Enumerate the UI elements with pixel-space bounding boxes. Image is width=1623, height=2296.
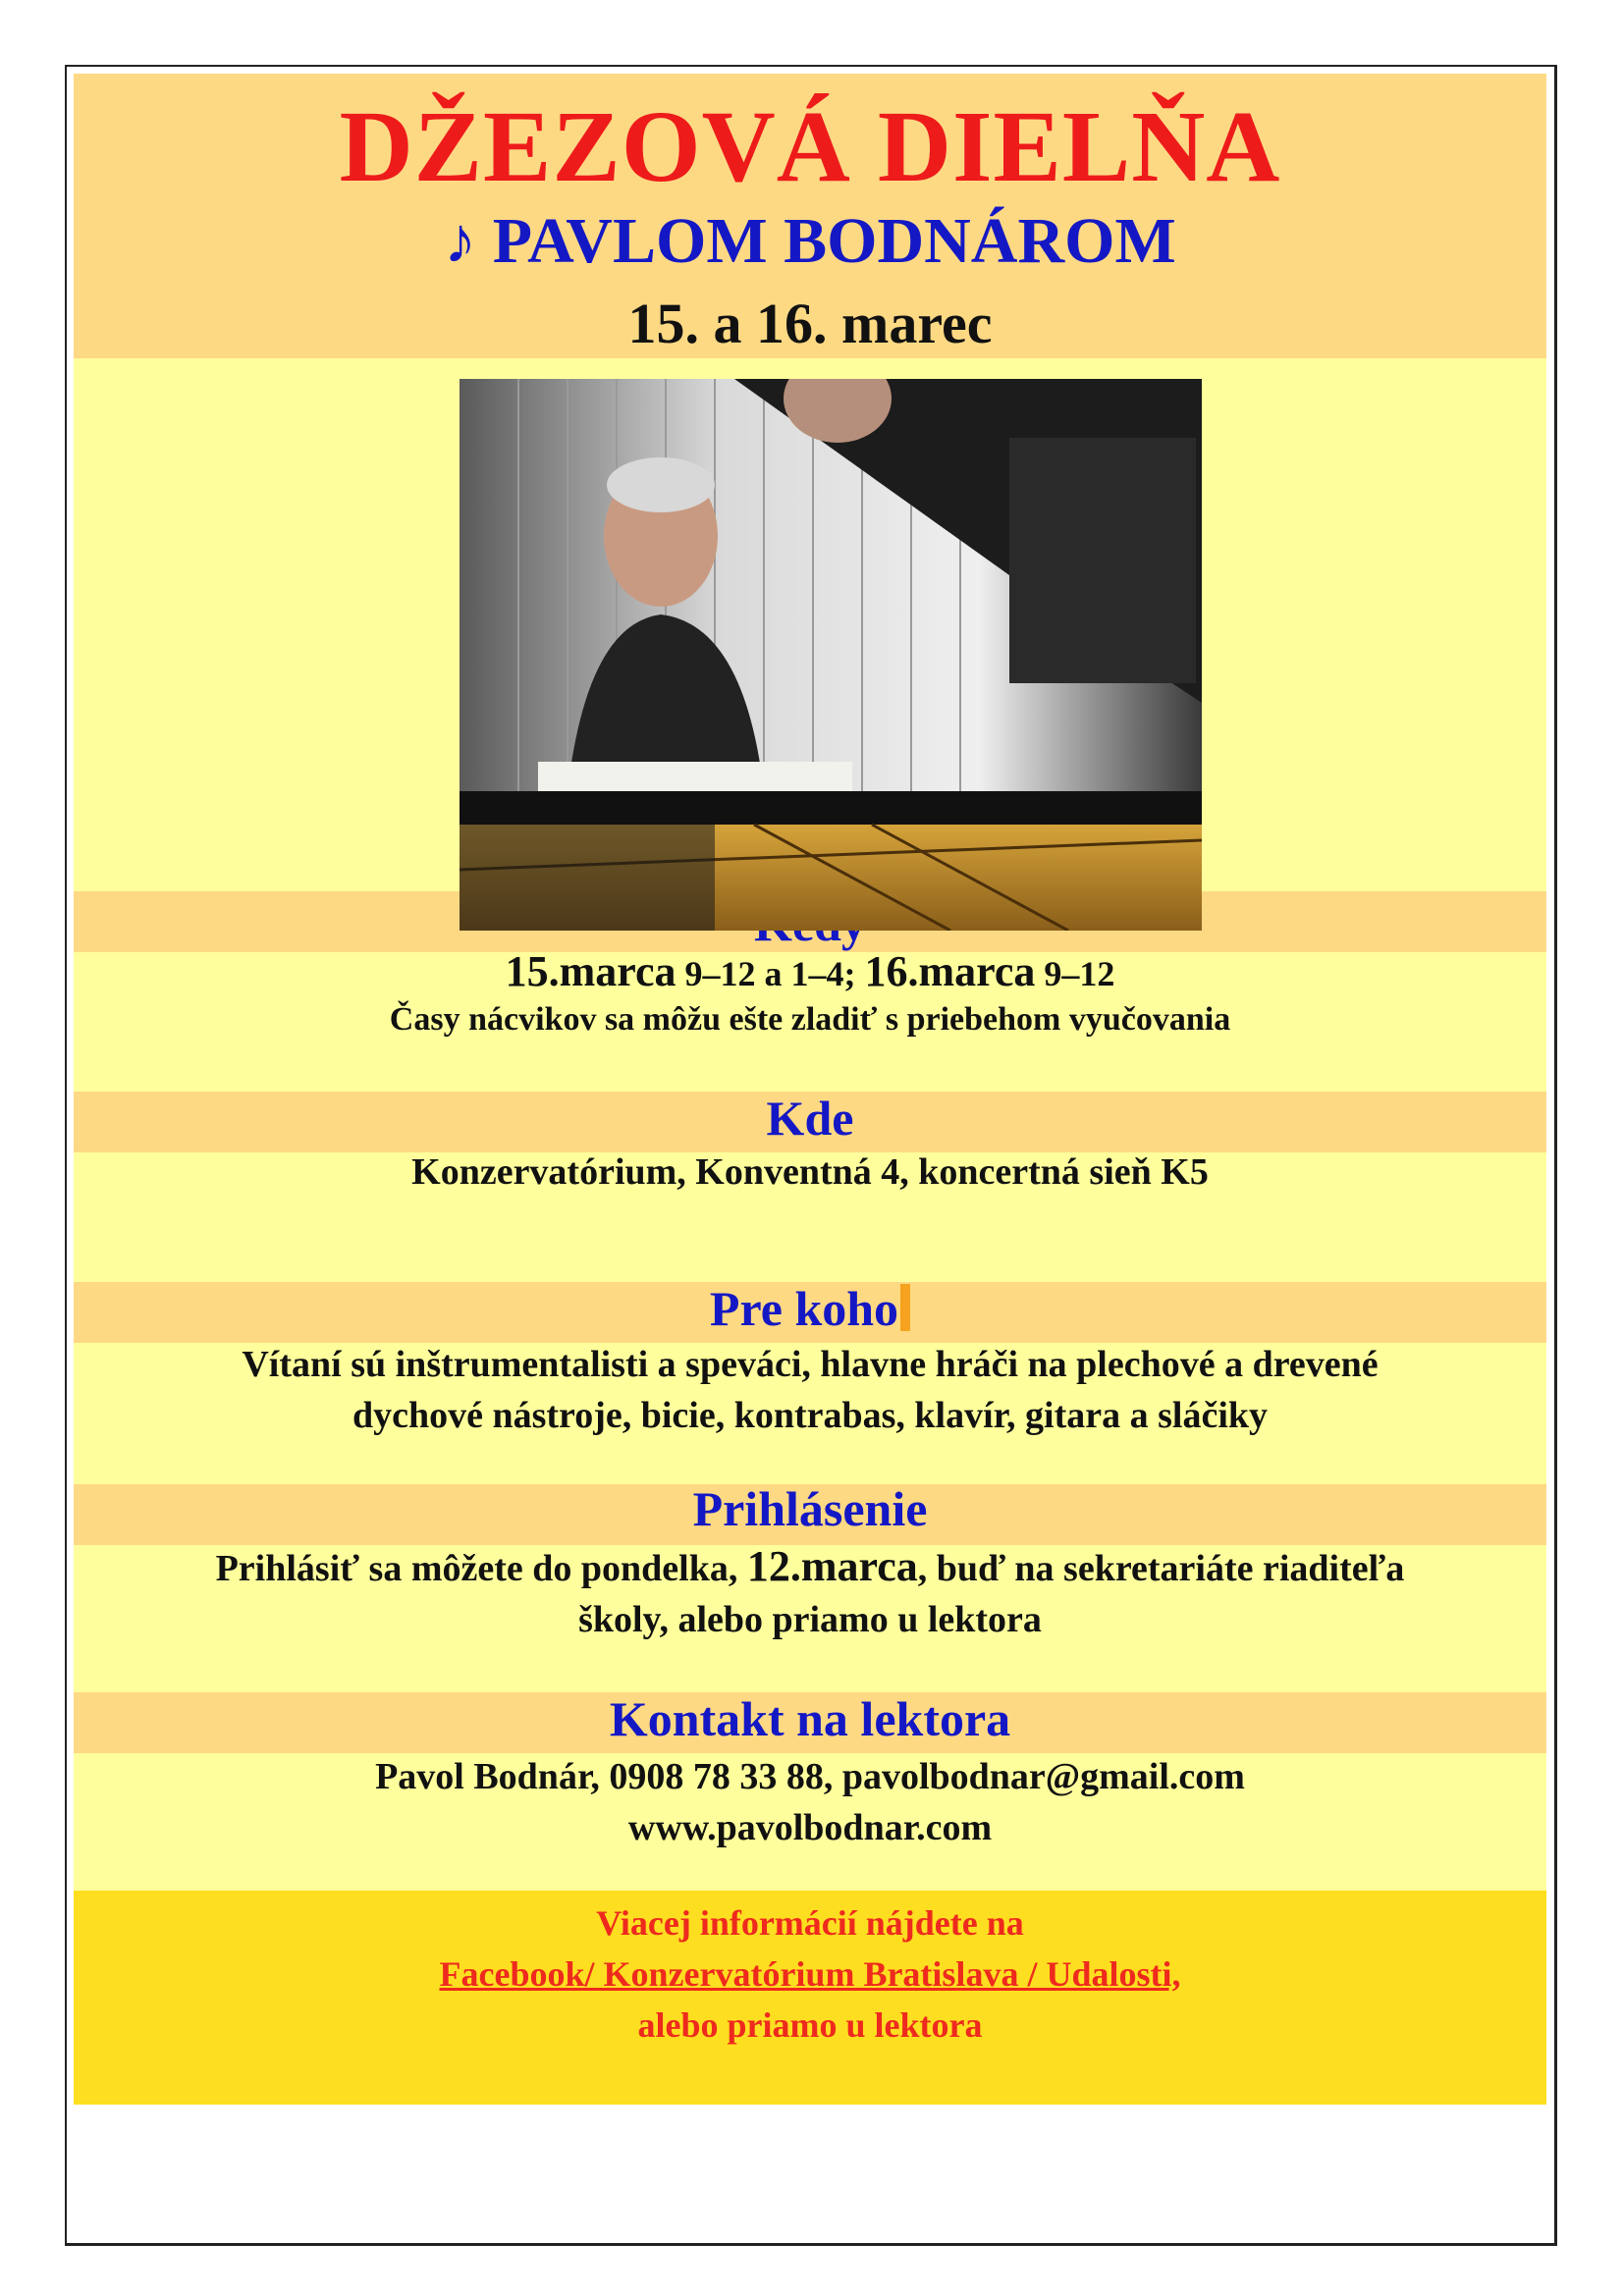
day2-date: 16.marca <box>864 947 1036 995</box>
prihlasenie-line2: školy, alebo priamo u lektora <box>578 1599 1042 1640</box>
day1-time: 9–12 a 1–4; <box>676 954 865 993</box>
pre-koho-label: Pre koho <box>709 1281 899 1336</box>
day2-time: 9–12 <box>1035 954 1115 993</box>
kontakt-website[interactable]: www.pavolbodnar.com <box>627 1807 993 1848</box>
facebook-link[interactable]: Facebook/ Konzervatórium Bratislava / Udalosti, <box>439 1954 1181 1994</box>
prihlasenie-line1-a: Prihlásiť sa môžete do pondelka, <box>215 1548 747 1589</box>
pianist-photo-graphic <box>460 379 1202 931</box>
pre-koho-line2: dychové nástroje, bicie, kontrabas, klavír, gitara a sláčiky <box>352 1395 1269 1436</box>
page-title: DŽEZOVÁ DIELŇA <box>339 90 1281 203</box>
kontakt-line1: Pavol Bodnár, 0908 78 33 88, pavolbodnar@gmail.com <box>375 1756 1245 1797</box>
subtitle <box>74 204 1546 279</box>
prihlasenie-deadline: 12.marca <box>746 1542 918 1590</box>
subtitle-text: PAVLOM BODNÁROM <box>492 205 1176 277</box>
pre-koho-line1: Vítaní sú inštrumentalisti a speváci, hlavne hráči na plechové a drevené <box>242 1344 1379 1385</box>
event-date: 15. a 16. marec <box>627 292 993 355</box>
prihlasenie-line1 <box>74 1541 1546 1594</box>
pianist-photo <box>460 379 1202 931</box>
day1-date: 15.marca <box>505 947 676 995</box>
pre-koho-heading <box>74 1280 1546 1337</box>
text-cursor-icon <box>900 1284 910 1331</box>
kde-heading: Kde <box>766 1091 854 1146</box>
music-note-icon: ♪ <box>444 205 477 277</box>
kde-text: Konzervatórium, Konventná 4, koncertná sieň K5 <box>411 1151 1209 1193</box>
prihlasenie-heading: Prihlásenie <box>692 1481 928 1536</box>
kedy-note: Časy nácvikov sa môžu ešte zladiť s priebehom vyučovania <box>389 1001 1231 1038</box>
footer-line1: Viacej informácií nájdete na <box>596 1903 1024 1943</box>
prihlasenie-line1-c: , buď na sekretariáte riaditeľa <box>917 1548 1405 1589</box>
kontakt-heading: Kontakt na lektora <box>609 1691 1011 1746</box>
footer-line3: alebo priamo u lektora <box>637 2005 983 2045</box>
kedy-times <box>74 946 1546 996</box>
